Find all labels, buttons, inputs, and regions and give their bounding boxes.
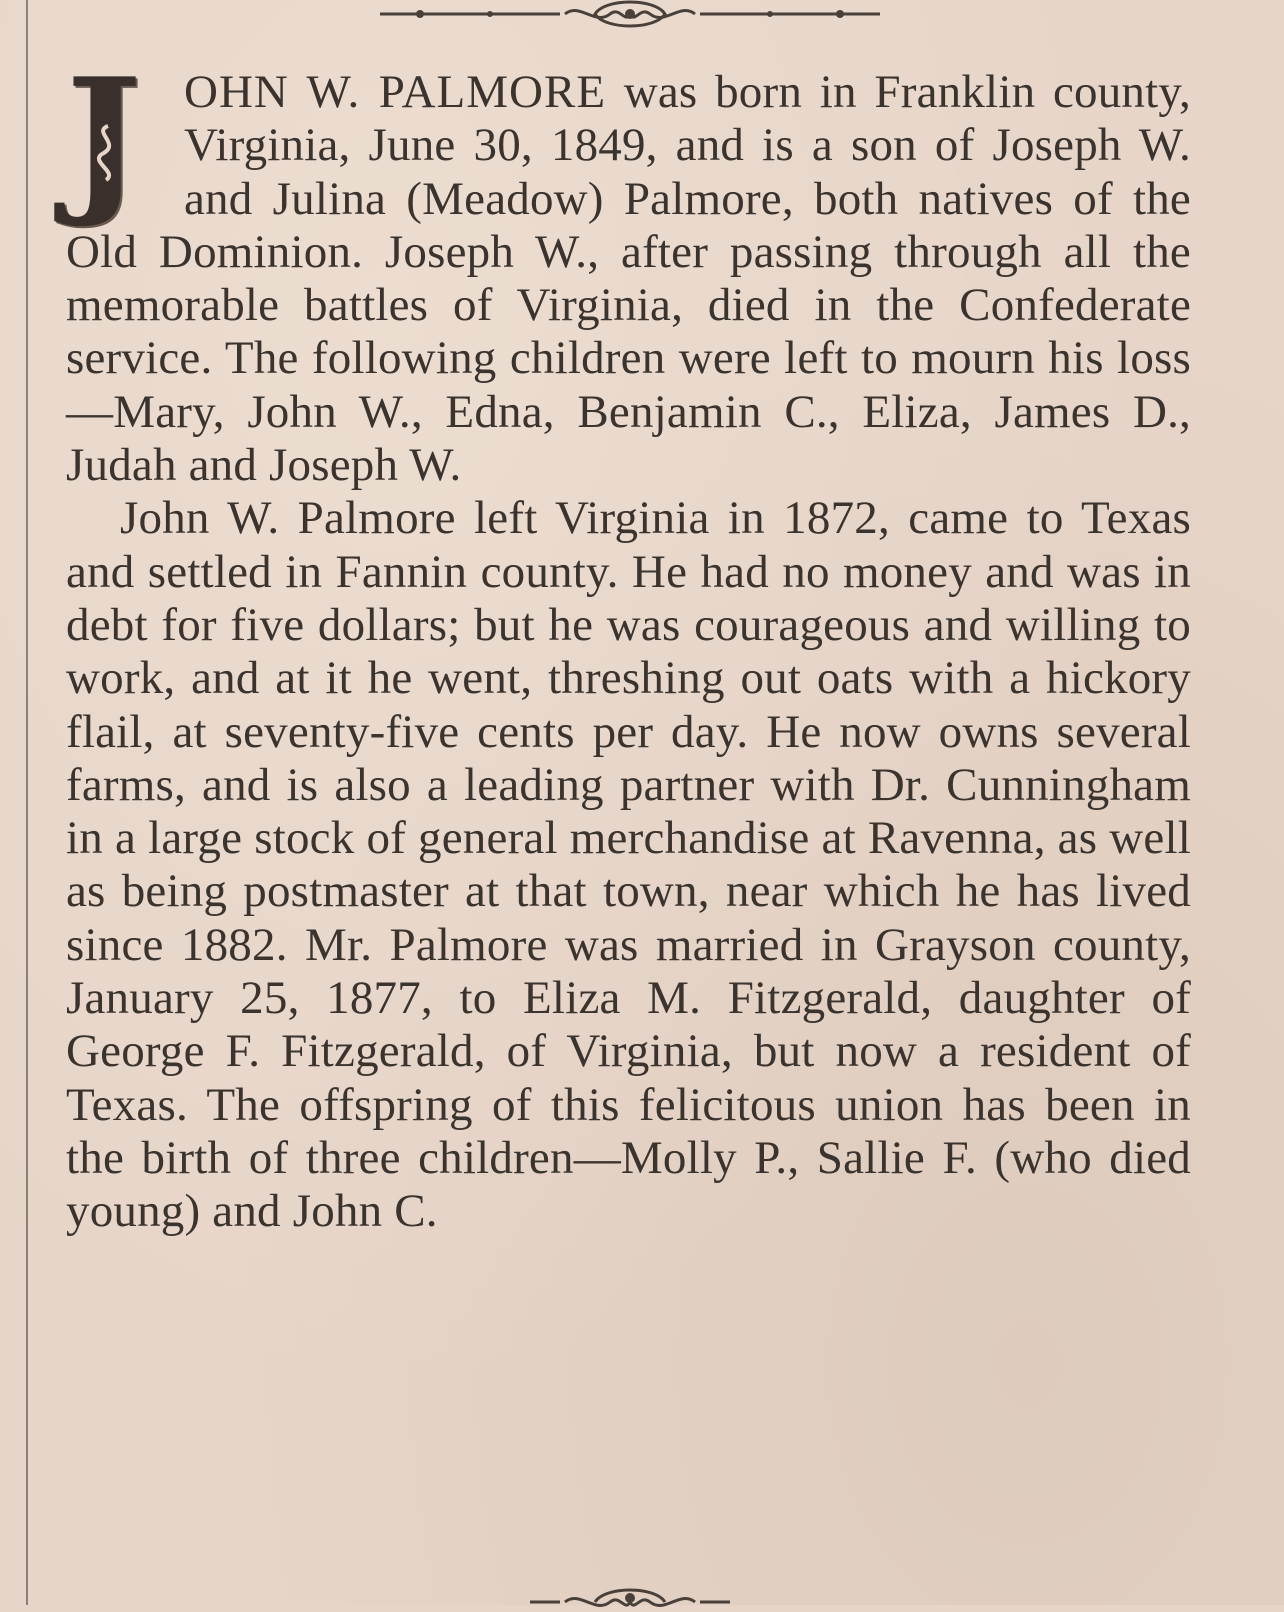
biography-article [66,43,1191,1239]
paragraph-1-text: was born in Franklin county, Virginia, June 30, 1849, and is a son of Joseph W. and Julina (Meadow) Palmore, both natives of the Old Dominion. Joseph W., after passing through all the memorable battles of Virginia, died in the Confederate service. The following children were left to mourn his loss—Mary, John W., Edna, Benjamin C., Eliza, James D., Judah and Joseph W. [66,66,1191,492]
drop-cap-letter: J [66,43,142,231]
top-ornament-divider [380,0,880,40]
column-rule [26,0,28,1605]
drop-cap-flourish-icon [88,122,128,182]
lead-name: OHN W. PALMORE [184,66,607,118]
paragraph-2: John W. Palmore left Virginia in 1872, came to Texas and settled in Fannin county. He had no money and was in debt for five dollars; but he was courageous and willing to work, and at it he went, threshing out oats with a hickory flail, at seventy-five cents per day. He now owns several farms, and is also a leading partner with Dr. Cunningham in a large stock of general merchandise at Ravenna, as well as being postmaster at that town, near which he has lived since 1882. Mr. Palmore was married in Grayson county, January 25, 1877, to Eliza M. Fitzgerald, daughter of George F. Fitzgerald, of Virginia, but now a resident of Texas. The offspring of this felicitous union has been in the birth of three children—Molly P., Sallie F. (who died young) and John C. [66,492,1191,1238]
drop-cap-initial [66,43,148,231]
paragraph-1 [66,43,1191,492]
bottom-ornament-divider [380,1572,880,1612]
